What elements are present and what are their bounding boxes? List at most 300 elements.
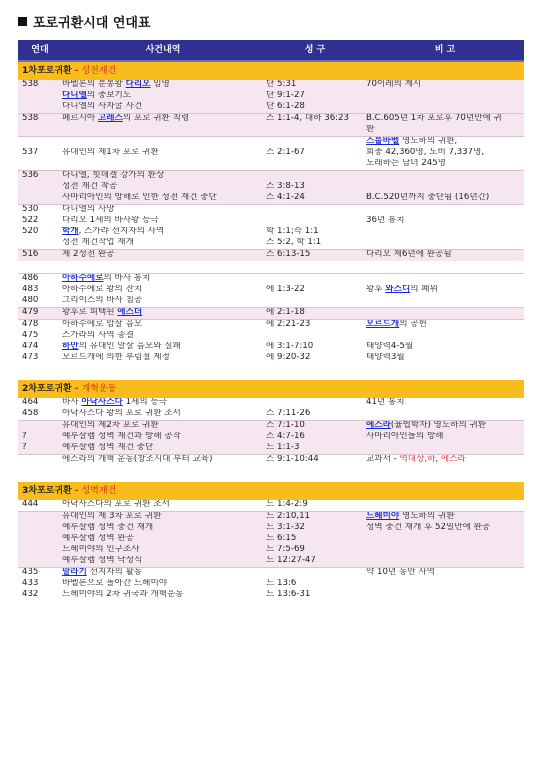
reference-text: 느 13:6 [266, 579, 297, 588]
event-text [62, 125, 264, 136]
text-segment: , 스가랴 선지자의 사역 [78, 227, 165, 236]
reference-text [266, 398, 364, 409]
header-event: 사건내역 [145, 44, 181, 55]
year-text: 516 [22, 250, 39, 259]
event-text [62, 353, 264, 364]
note-text [366, 523, 524, 534]
event-text [62, 308, 264, 319]
text-segment: 예루살렘 성벽 낙성식 [62, 556, 143, 565]
event-text [62, 148, 264, 159]
reference-cell [264, 308, 364, 319]
event-text [62, 342, 264, 353]
note-text [366, 238, 524, 249]
reference-text: 스 2:1-67 [266, 148, 305, 157]
text-segment: 아닥사스다의 포로 귀환 조서 [62, 500, 170, 509]
reference-cell [264, 320, 364, 364]
note-text [366, 398, 524, 409]
event-text [62, 534, 264, 545]
highlighted-name: 학개 [62, 227, 79, 236]
note-text [366, 409, 524, 420]
table-row [18, 170, 524, 204]
reference-cell [264, 205, 364, 249]
text-segment: 에스라의 개혁 운동(창조시대 부터 교육) [62, 455, 213, 464]
note-cell [364, 568, 524, 601]
note-cell [364, 171, 524, 204]
reference-text: 느 2:10,11 [266, 512, 310, 521]
event-cell [58, 568, 264, 601]
year-text: 464 [22, 398, 39, 407]
reference-text: 에 2:1-18 [266, 308, 305, 317]
note-text [366, 80, 524, 91]
year-cell [18, 171, 58, 204]
event-cell [58, 205, 264, 249]
note-cell [364, 114, 524, 136]
text-segment: 의 중보기도 [86, 91, 132, 100]
reference-text [266, 159, 364, 170]
text-segment: 환 [366, 125, 375, 134]
text-segment: 임명 [150, 80, 170, 89]
note-text [366, 331, 524, 342]
note-text [366, 102, 524, 113]
event-text [62, 545, 264, 556]
text-segment: 느헤미야의 인구조사 [62, 545, 140, 554]
highlighted-name: 다니엘 [62, 91, 87, 100]
event-text [62, 523, 264, 534]
note-text [366, 274, 524, 285]
event-cell [58, 250, 264, 261]
note-text [366, 182, 524, 193]
year-cell [18, 512, 58, 567]
event-text [62, 250, 264, 261]
event-cell [58, 114, 264, 136]
reference-text: 단 5:31 [266, 80, 297, 89]
text-segment: 바사 [62, 398, 82, 407]
year-text [22, 91, 58, 102]
note-text [366, 193, 524, 204]
text-segment: 사마리아인의 방해로 인한 성전 재건 중단 [62, 193, 217, 202]
note-text [366, 216, 524, 227]
reference-cell [264, 250, 364, 261]
text-segment: B.C.520년까지 중단됨 (16년간) [366, 193, 490, 202]
reference-text [266, 296, 364, 307]
reference-text: 단 9:1-27 [266, 91, 305, 100]
period-dash: - [74, 383, 79, 394]
reference-text: 스 7:1-10 [266, 421, 305, 430]
text-segment: 그리이스의 바사 침공 [62, 296, 143, 305]
text-segment: 의 포로 귀환 칙령 [122, 114, 190, 123]
text-segment: 바벨론의 분봉왕 [62, 80, 126, 89]
year-text [22, 512, 58, 523]
year-text: 458 [22, 409, 39, 418]
event-text [62, 216, 264, 227]
table-row [18, 80, 524, 113]
note-text [366, 148, 524, 159]
reference-text [266, 274, 364, 285]
period-header [18, 380, 524, 398]
year-text [22, 556, 58, 567]
period-subtitle: 개혁운동 [81, 383, 117, 394]
event-text [62, 512, 264, 523]
table-header [18, 40, 524, 62]
event-cell [58, 512, 264, 567]
text-segment: 영도하의 귀환 [399, 512, 455, 521]
note-text [366, 443, 524, 454]
reference-text [266, 205, 364, 216]
highlighted-name: 하만 [62, 342, 79, 351]
table-row [18, 511, 524, 567]
text-segment: 예루살렘 성벽 재건과 방해 공작 [62, 432, 181, 441]
note-cell [364, 398, 524, 420]
event-text [62, 205, 264, 216]
reference-text: 에 3:1-7:10 [266, 342, 314, 351]
reference-text: 단 6:1-28 [266, 102, 305, 111]
text-segment: 의 바사 통치 [103, 274, 151, 283]
year-text [22, 523, 58, 534]
year-text [22, 238, 58, 249]
highlighted-name: 모르드개 [366, 320, 400, 329]
text-segment: 약 10년 동안 사역 [366, 568, 435, 577]
year-text [22, 102, 58, 113]
event-text [62, 432, 264, 443]
reference-text: 스 7:11-26 [266, 409, 311, 418]
event-text [62, 171, 264, 182]
note-cell [364, 80, 524, 113]
text-segment: 의 폐위 [410, 285, 438, 294]
note-text [366, 205, 524, 216]
note-cell [364, 205, 524, 249]
highlighted-name: 느헤미야 [366, 512, 400, 521]
text-segment: 바벨론으로 돌아간 느헤미야 [62, 579, 168, 588]
section-spacer [18, 364, 524, 380]
event-text [62, 91, 264, 102]
text-segment: 느헤미야의 2차 귀국과 개혁운동 [62, 590, 184, 599]
reference-cell [264, 398, 364, 420]
note-text [366, 285, 524, 296]
reference-cell [264, 274, 364, 307]
event-text [62, 320, 264, 331]
event-cell [58, 137, 264, 170]
event-text [62, 274, 264, 285]
text-segment: 왕후 [366, 285, 386, 294]
year-cell [18, 308, 58, 319]
title-bullet-icon [18, 17, 27, 26]
year-text: 478 [22, 320, 39, 329]
section-spacer [18, 466, 524, 482]
event-cell [58, 274, 264, 307]
year-text [22, 193, 58, 204]
year-cell [18, 250, 58, 261]
table-row [18, 136, 524, 170]
event-cell [58, 320, 264, 364]
note-text [366, 556, 524, 567]
text-segment: (율법학자) 영도하의 귀환 [390, 421, 487, 430]
reference-text: 느 1:4-2:9 [266, 500, 308, 509]
year-text: 537 [22, 148, 39, 157]
year-text: ? [22, 432, 27, 441]
event-text [62, 579, 264, 590]
event-text [62, 455, 264, 466]
text-segment: 예루살렘 성벽 중건 재개 [62, 523, 154, 532]
highlighted-name: 아하수에로 [62, 274, 104, 283]
reference-text: 스 3:8-13 [266, 182, 305, 191]
year-text: 480 [22, 296, 39, 305]
year-text: 520 [22, 227, 39, 236]
year-text [22, 182, 58, 193]
text-segment: 다니엘, 힛데겔 강가의 환상 [62, 171, 165, 180]
reference-text: 스 9:1-10:44 [266, 455, 319, 464]
year-text [22, 545, 58, 556]
note-text [366, 227, 524, 238]
year-text: 486 [22, 274, 39, 283]
text-segment: 사마리아인들의 방해 [366, 432, 444, 441]
text-segment: 아하수에로 왕의 잔치 [62, 285, 143, 294]
year-cell [18, 421, 58, 454]
note-cell [364, 455, 524, 466]
event-text [62, 102, 264, 113]
note-text [366, 579, 524, 590]
event-text [62, 443, 264, 454]
text-segment: 태양력3월 [366, 353, 405, 362]
year-text: 475 [22, 331, 39, 340]
year-cell [18, 137, 58, 170]
note-text [366, 342, 524, 353]
table-row [18, 567, 524, 601]
note-text [366, 91, 524, 102]
year-text: 433 [22, 579, 39, 588]
highlighted-name: 다리오 [125, 80, 151, 89]
period-title: 1차포로귀환 [22, 65, 72, 76]
text-segment: 유대인의 제 3차 포로 귀환 [62, 512, 162, 521]
event-text [62, 114, 264, 125]
year-text: 483 [22, 285, 39, 294]
note-text [366, 320, 524, 331]
year-text: 435 [22, 568, 39, 577]
note-text [366, 308, 524, 319]
event-text [62, 500, 264, 511]
table-row [18, 113, 524, 136]
text-segment: 41년 통치 [366, 398, 405, 407]
reference-cell [264, 500, 364, 511]
period-header [18, 62, 524, 80]
note-text [366, 534, 524, 545]
reference-cell [264, 512, 364, 567]
note-text [366, 171, 524, 182]
note-text [366, 296, 524, 307]
event-cell [58, 308, 264, 319]
reference-text [266, 216, 364, 227]
event-text [62, 296, 264, 307]
note-text [366, 432, 524, 443]
text-segment: 아하수에로 암살 음모 [62, 320, 143, 329]
reference-text: 스 1:1-4, 대하 36:23 [266, 114, 349, 123]
reference-text: 에 2:21-23 [266, 320, 311, 329]
text-segment: 성전 재건 착공 [62, 182, 118, 191]
reference-text: 스 6:13-15 [266, 250, 311, 259]
note-text [366, 250, 524, 261]
text-segment: 스가라의 사역 종결 [62, 331, 134, 340]
text-segment: 의 유대인 말살 음모와 실패 [78, 342, 181, 351]
event-text [62, 137, 264, 148]
event-text [62, 409, 264, 420]
reference-text: 학 1:1;슥 1:1 [266, 227, 319, 236]
event-text [62, 159, 264, 170]
text-segment: 역대상,하, 에스라 [399, 455, 466, 464]
period-header [18, 482, 524, 500]
text-segment: 왕후로 피택된 [62, 308, 118, 317]
year-text: 473 [22, 353, 39, 362]
page-title [18, 12, 151, 31]
text-segment: 선지자의 활동 [86, 568, 143, 577]
year-cell [18, 455, 58, 466]
event-cell [58, 421, 264, 454]
text-segment: 36년 통치 [366, 216, 405, 225]
table-row [18, 273, 524, 307]
event-cell [58, 398, 264, 420]
note-text [366, 159, 524, 170]
text-segment: 다리오 1세의 바사왕 등극 [62, 216, 159, 225]
text-segment: 제 2성전 완공 [62, 250, 115, 259]
year-text: 530 [22, 205, 39, 214]
header-year: 연대 [31, 44, 49, 55]
reference-text: 스 5:2, 학 1:1 [266, 238, 322, 247]
text-segment: 태양력4-5월 [366, 342, 414, 351]
highlighted-name: 아닥사스다 [81, 398, 123, 407]
reference-cell [264, 114, 364, 136]
text-segment: 유대인의 제1차 포로 귀환 [62, 148, 159, 157]
year-text: 479 [22, 308, 39, 317]
text-segment: 교과서 - [366, 455, 400, 464]
period-subtitle: 성벽재건 [81, 485, 117, 496]
reference-text [266, 137, 364, 148]
highlighted-name: 와스디 [385, 285, 411, 294]
year-text: 536 [22, 171, 39, 180]
table-row [18, 249, 524, 261]
header-reference: 성 구 [304, 44, 326, 55]
note-text [366, 353, 524, 364]
reference-text: 느 7:5-69 [266, 545, 305, 554]
year-text: ? [22, 443, 27, 452]
year-text: 538 [22, 80, 39, 89]
text-segment: 예루살렘 성벽 재건 중단 [62, 443, 154, 452]
year-text: 538 [22, 114, 39, 123]
note-cell [364, 512, 524, 567]
note-text [366, 137, 524, 148]
year-text: 474 [22, 342, 39, 351]
note-text [366, 512, 524, 523]
reference-text [266, 125, 364, 136]
reference-text: 느 12:27-47 [266, 556, 316, 565]
chronology-table [18, 40, 524, 601]
year-text [22, 159, 58, 170]
text-segment: 다니엘의 사자굴 사건 [62, 102, 143, 111]
year-cell [18, 398, 58, 420]
text-segment: 페르시아 [62, 114, 98, 123]
group-spacer [18, 261, 524, 273]
year-cell [18, 80, 58, 113]
text-segment: 예루살렘 성벽 완공 [62, 534, 134, 543]
text-segment: 아닥사스다 왕의 포로 귀환 조서 [62, 409, 181, 418]
year-cell [18, 114, 58, 136]
event-text [62, 193, 264, 204]
note-text [366, 125, 524, 136]
note-text [366, 421, 524, 432]
text-segment: 유대인의 제2차 포로 귀환 [62, 421, 159, 430]
table-row [18, 454, 524, 466]
text-segment: 노래하는 남녀 245명 [366, 159, 446, 168]
event-text [62, 227, 264, 238]
reference-cell [264, 137, 364, 170]
event-cell [58, 455, 264, 466]
year-cell [18, 500, 58, 511]
highlighted-name: 에스더 [117, 308, 143, 317]
note-text [366, 568, 524, 579]
year-text: 444 [22, 500, 39, 509]
header-note: 비 고 [434, 44, 456, 55]
reference-text: 에 9:20-32 [266, 353, 311, 362]
note-text [366, 114, 524, 125]
note-cell [364, 137, 524, 170]
event-text [62, 331, 264, 342]
period-title: 3차포로귀환 [22, 485, 72, 496]
text-segment: 다니엘의 사망 [62, 205, 115, 214]
text-segment: 1세의 등극 [122, 398, 167, 407]
text-segment: 회중 42,360명, 노비 7,337명, [366, 148, 485, 157]
period-subtitle: 성전재건 [81, 65, 117, 76]
text-segment: 70이레의 계시 [366, 80, 422, 89]
period-title: 2차포로귀환 [22, 383, 72, 394]
table-row [18, 204, 524, 249]
event-text [62, 421, 264, 432]
year-text [22, 534, 58, 545]
reference-text: 느 6:15 [266, 534, 297, 543]
reference-text [266, 568, 364, 579]
reference-cell [264, 421, 364, 454]
event-cell [58, 171, 264, 204]
table-row [18, 307, 524, 319]
note-cell [364, 320, 524, 364]
note-cell [364, 500, 524, 511]
year-cell [18, 274, 58, 307]
text-segment: 영도하의 귀환, [399, 137, 458, 146]
note-cell [364, 421, 524, 454]
year-text [22, 421, 58, 432]
event-text [62, 80, 264, 91]
period-dash: - [74, 65, 79, 76]
table-row [18, 420, 524, 454]
event-text [62, 285, 264, 296]
highlighted-name: 고레스 [97, 114, 123, 123]
event-text [62, 238, 264, 249]
note-text [366, 545, 524, 556]
year-cell [18, 568, 58, 601]
event-cell [58, 500, 264, 511]
year-text [22, 137, 58, 148]
table-row [18, 319, 524, 364]
year-text: 432 [22, 590, 39, 599]
reference-text [266, 331, 364, 342]
text-segment: 의 공헌 [399, 320, 427, 329]
reference-cell [264, 455, 364, 466]
table-row [18, 500, 524, 511]
highlighted-name: 에스라 [366, 421, 391, 430]
text-segment: 성전 재건작업 재개 [62, 238, 134, 247]
reference-text: 느 1:1-3 [266, 443, 300, 452]
text-segment: 모르드개에 의한 부림절 제정 [62, 353, 170, 362]
note-cell [364, 308, 524, 319]
event-text [62, 182, 264, 193]
highlighted-name: 말라기 [62, 568, 87, 577]
text-segment: 성벽 중건 재개 후 52일만에 완공 [366, 523, 491, 532]
